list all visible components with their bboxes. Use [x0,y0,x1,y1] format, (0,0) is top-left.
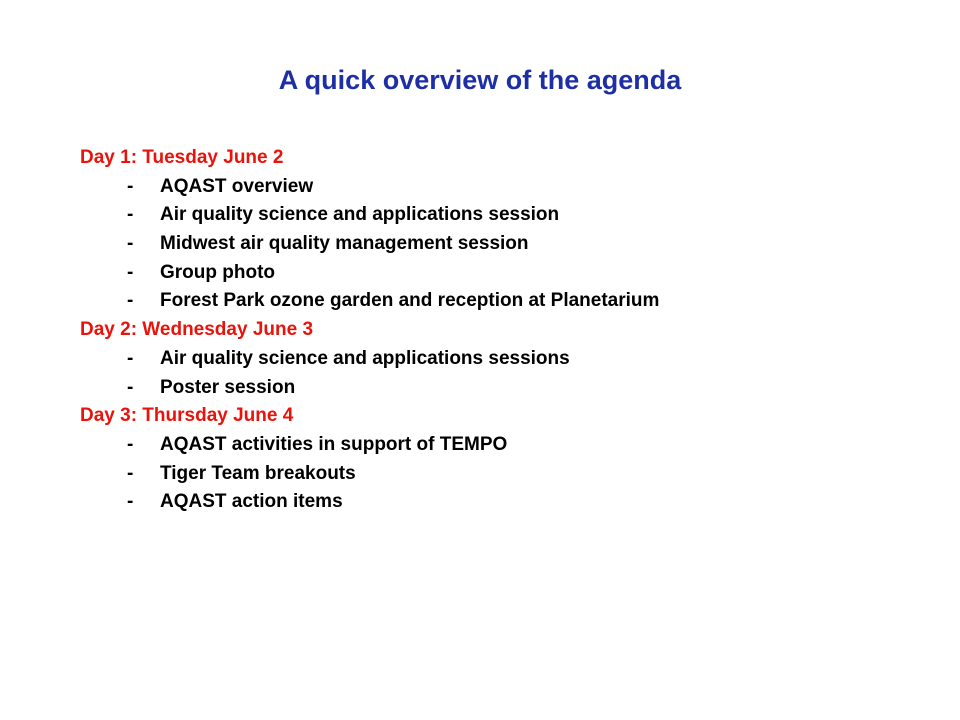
agenda-item-text: AQAST overview [160,175,314,197]
agenda-item [80,460,900,489]
agenda-item [80,287,900,316]
agenda-item-text: AQAST activities in support of TEMPO [160,433,508,455]
bullet-dash: - [127,233,134,255]
bullet-dash: - [127,491,134,513]
day-heading: Day 1: Tuesday June 2 [80,147,284,168]
bullet-dash: - [127,376,134,398]
day-heading: Day 2: Wednesday June 3 [80,319,314,341]
agenda-item-text: Midwest air quality management session [160,233,529,255]
agenda-item [80,488,900,517]
agenda-item [80,259,900,288]
bullet-dash: - [127,204,134,226]
agenda-item [80,173,900,202]
agenda-item [80,201,900,230]
slide-title: A quick overview of the agenda [278,65,682,95]
agenda-list [80,144,900,517]
agenda-item-text: Poster session [160,376,296,398]
agenda-item-text: Tiger Team breakouts [160,462,356,484]
bullet-dash: - [127,462,134,484]
agenda-item-text: AQAST action items [160,491,343,513]
bullet-dash: - [127,261,134,283]
agenda-item-text: Air quality science and applications sessions [160,347,570,369]
agenda-item-text: Air quality science and applications session [160,204,560,226]
bullet-dash: - [127,175,134,197]
agenda-item-text: Forest Park ozone garden and reception at Planetarium [160,290,660,312]
day-heading: Day 3: Thursday June 4 [80,405,294,427]
bullet-dash: - [127,347,134,369]
agenda-item-text: Group photo [160,261,276,283]
agenda-item [80,374,900,403]
bullet-dash: - [127,433,134,455]
agenda-item [80,345,900,374]
agenda-item [80,431,900,460]
agenda-item [80,230,900,259]
bullet-dash: - [127,290,134,312]
